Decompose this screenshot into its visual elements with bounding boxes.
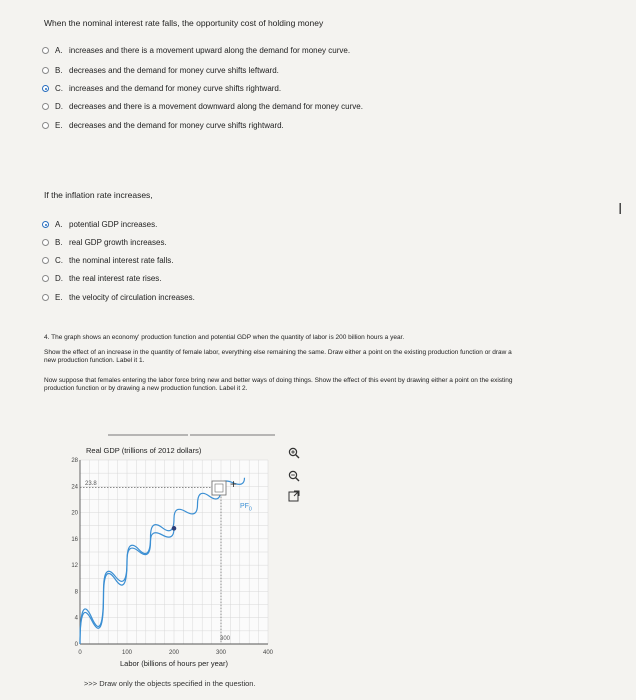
instruction-text: >>> Draw only the objects specified in the question. [84,679,256,688]
option-text: increases and the demand for money curve shifts rightward. [69,84,282,93]
q3-line-1: 4. The graph shows an economy' production function and potential GDP when the quantity of labor is 200 billion hours a year. [44,334,405,341]
q2-option-e[interactable]: E. the velocity of circulation increases. [42,293,195,302]
x-tick-label: 100 [121,650,133,656]
x-marker-label: 300 [220,636,231,642]
option-text: potential GDP increases. [69,220,158,229]
crosshair-cursor: + [230,477,238,491]
zoom-in-icon[interactable] [287,447,301,461]
option-text: real GDP growth increases. [69,238,167,247]
option-text: the velocity of circulation increases. [69,293,195,302]
x-tick-label: 400 [262,650,274,656]
y-tick-label: 8 [74,589,78,596]
y-tick-label: 0 [74,642,78,648]
q2-option-b[interactable]: B. real GDP growth increases. [42,238,167,247]
q1-option-a[interactable]: A. increases and there is a movement upward along the demand for money curve. [42,46,350,55]
q1-option-d[interactable]: D. decreases and there is a movement downward along the demand for money curve. [42,102,363,111]
popout-icon[interactable] [287,490,301,504]
zoom-out-icon[interactable] [287,470,301,484]
y-tick-label: 28 [71,458,78,464]
data-point [172,526,177,531]
q1-prompt: When the nominal interest rate falls, the opportunity cost of holding money [44,18,324,28]
y-marker-label: 23.8 [85,481,97,487]
q1-option-e[interactable]: E. decreases and the demand for money curve shifts rightward. [42,121,284,130]
q3-line-2a: Show the effect of an increase in the quantity of female labor, everything else remaining the same. Draw either a point on the existing production function or draw a [44,349,512,356]
point-tool-icon[interactable] [212,481,226,495]
q2-option-c[interactable]: C. the nominal interest rate falls. [42,256,174,265]
x-tick-label: 300 [215,650,227,656]
x-tick-label: 200 [168,650,180,656]
q2-option-a[interactable]: A. potential GDP increases. [42,220,157,229]
option-text: the nominal interest rate falls. [69,256,174,265]
q3-line-3a: Now suppose that females entering the labor force bring new and better ways of doing things. Show the effect of this event by drawing either a point on the existing [44,377,513,384]
q3-line-3b: production function or by drawing a new production function. Label it 2. [44,385,248,392]
q2-prompt: If the inflation rate increases, [44,190,153,200]
y-tick-label: 24 [71,484,78,491]
q3-line-2b: new production function. Label it 1. [44,357,145,364]
y-tick-label: 20 [71,510,78,517]
x-tick-label: 0 [78,650,82,656]
q2-option-d[interactable]: D. the real interest rate rises. [42,274,161,283]
option-text: increases and there is a movement upward along the demand for money curve. [69,46,351,55]
y-axis-title: Real GDP (trillions of 2012 dollars) [86,446,202,455]
text-cursor-icon: I [618,201,623,218]
option-text: decreases and the demand for money curve shifts leftward. [69,66,279,75]
option-text: the real interest rate rises. [69,274,162,283]
x-axis-title: Labor (billions of hours per year) [120,659,228,668]
q1-option-c[interactable]: C. increases and the demand for money curve shifts rightward. [42,84,281,93]
y-tick-label: 4 [74,615,78,622]
y-tick-label: 16 [71,536,78,543]
curve-label: $PF_0$ [240,503,252,513]
q1-option-b[interactable]: B. decreases and the demand for money curve shifts leftward. [42,66,279,75]
y-tick-label: 12 [71,563,78,570]
option-text: decreases and the demand for money curve shifts rightward. [69,121,284,130]
option-text: decreases and there is a movement downward along the demand for money curve. [69,102,363,111]
